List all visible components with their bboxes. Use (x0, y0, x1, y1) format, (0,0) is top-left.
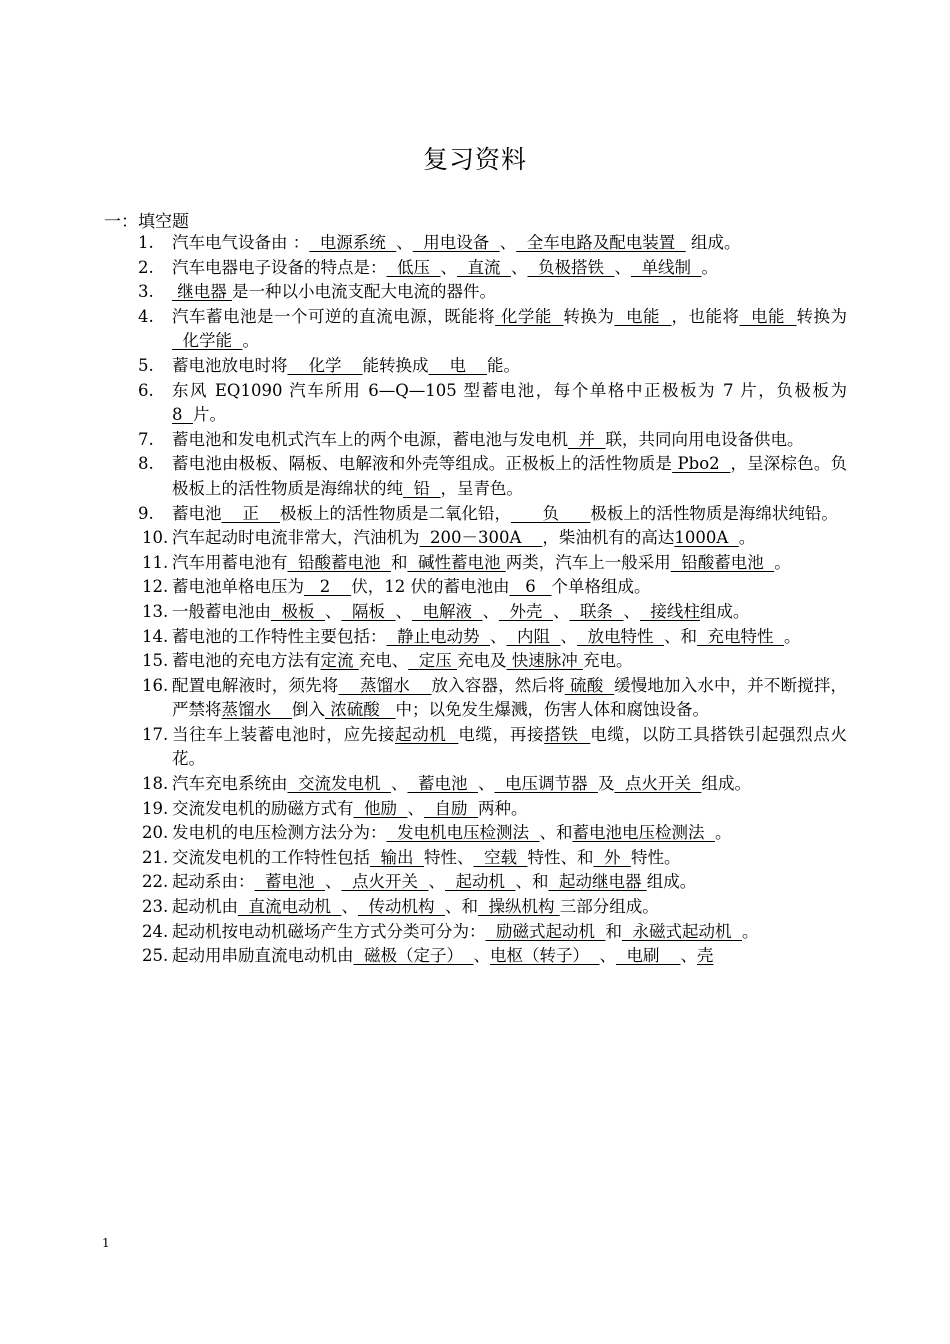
question-text: 电缆，以防工具搭铁引起强烈点火花。 (172, 724, 848, 769)
question-text: 汽车电气设备由 ： (172, 233, 310, 252)
answer-blank: 放电特性 (576, 626, 664, 646)
question-item (142, 649, 847, 674)
question-item (142, 625, 847, 650)
answer-blank: 快速脉冲 (506, 651, 583, 671)
answer-blank: 外壳 (498, 601, 553, 621)
question-text: 当往车上装蓄电池时，应先接 (172, 724, 396, 744)
question-number: 21. (142, 847, 169, 867)
question-item (138, 354, 847, 379)
answer-blank: 蓄电池 (254, 872, 325, 892)
question-text: 。 (242, 331, 259, 351)
question-text: 、 (599, 946, 616, 966)
question-number: 18. (142, 774, 169, 794)
question-text: 、 (395, 601, 412, 621)
question-item (138, 502, 847, 527)
question-text: 、 (614, 257, 631, 277)
question-number: 25. (142, 946, 169, 966)
question-text: 电缆，再接 (458, 724, 545, 744)
answer-blank: 并 (568, 429, 606, 449)
answer-blank: 用电设备 (412, 233, 500, 252)
answer-blank: Pbo2 (672, 454, 731, 474)
question-number: 13. (142, 601, 169, 621)
question-text: 。 (738, 528, 756, 548)
question-text: 和 (605, 921, 622, 941)
answer-blank: 全车电路及配电装置 (516, 233, 686, 252)
question-text: 、 (341, 897, 358, 917)
answer-blank: 铅 (403, 478, 441, 498)
question-text: 极板上的活性物质是二氧化铅， (279, 503, 511, 523)
question-number: 22. (142, 872, 169, 892)
question-text: 组成。 (701, 774, 751, 794)
answer-blank: 负 (510, 503, 591, 523)
answer-blank: 浓硫酸 (324, 700, 396, 720)
answer-blank: 壳 (696, 946, 714, 966)
question-text: 、 (477, 774, 495, 794)
question-text: 起动用串励直流电动机由 (172, 946, 354, 966)
question-item (142, 895, 847, 920)
answer-blank: 隔板 (341, 601, 396, 621)
answer-blank: 200－300A (419, 528, 543, 548)
question-text: 两类，汽车上一般采用 (505, 552, 671, 572)
answer-blank: 电能 (739, 306, 797, 326)
question-text: 特性、和 (527, 847, 594, 867)
question-text: 是一种以小电流支配大电流的器件。 (232, 282, 496, 302)
answer-blank: 直流 (456, 257, 511, 277)
answer-blank: 极板 (271, 601, 325, 621)
question-text: 蓄电池的工作特性主要包括： (172, 626, 387, 646)
question-text: 蓄电池由极板、隔板、电解液和外壳等组成。正极板上的活性物质是 (172, 454, 673, 474)
question-text: 、和 (663, 626, 697, 646)
question-text: 、 (560, 626, 577, 646)
question-text: 伏，12 伏的蓄电池由 (351, 577, 510, 597)
question-item (138, 231, 847, 256)
question-text: 和 (390, 552, 408, 572)
answer-blank: 蓄电池电压检测法 (572, 823, 715, 843)
question-text: 组成。 (699, 601, 750, 621)
answer-blank: 2 (304, 577, 352, 597)
question-number: 9. (138, 503, 154, 523)
question-text: 转换为 (796, 306, 848, 326)
answer-blank: 6 (509, 577, 552, 597)
question-text: 、 (396, 233, 413, 252)
answer-blank: 化学能 (495, 306, 564, 326)
answer-blank: 交流发电机 (287, 774, 391, 794)
question-item (142, 575, 847, 600)
question-item (142, 674, 848, 723)
question-text: 片。 (193, 405, 226, 425)
question-text: 一般蓄电池由 (172, 601, 271, 621)
answer-blank: 负极搭铁 (527, 257, 615, 277)
question-text: ，也能将 (671, 306, 740, 326)
answer-blank: 化学 (287, 355, 363, 375)
question-number: 19. (142, 798, 169, 818)
answer-blank: 电能 (614, 306, 672, 326)
question-text: 。 (701, 257, 718, 277)
answer-blank: 蒸馏水 (221, 700, 292, 720)
question-number: 5. (138, 355, 154, 375)
question-number: 14. (142, 626, 169, 646)
question-text: 充电、 (358, 651, 409, 671)
question-text: 、 (428, 872, 445, 892)
answer-blank: 碱性蓄电池 (407, 552, 506, 572)
question-item (142, 772, 847, 797)
question-item (138, 452, 847, 501)
question-text: 充电及 (457, 651, 507, 671)
question-text: 、 (552, 601, 570, 621)
question-item (142, 821, 847, 846)
question-text: 蓄电池单格电压为 (172, 577, 304, 597)
question-item (138, 256, 847, 281)
question-number: 2. (138, 257, 154, 277)
question-text: 、和 (539, 823, 573, 843)
question-number: 1. (138, 233, 154, 252)
question-text: 蓄电池和发电机式汽车上的两个电源，蓄电池与发电机 (172, 429, 568, 449)
question-text: 、 (482, 601, 499, 621)
question-text: 组成。 (646, 872, 697, 892)
answer-blank: 传动机构 (357, 897, 445, 917)
question-number: 7. (138, 429, 154, 449)
answer-blank: 静止电动势 (386, 626, 490, 646)
question-item (142, 920, 847, 945)
answer-blank: 发电机电压检测法 (386, 823, 540, 843)
question-number: 16. (142, 675, 169, 695)
question-text: 交流发电机的工作特性包括 (172, 847, 370, 867)
question-text: 组成。 (685, 233, 741, 252)
question-text: 中；以免发生爆溅，伤害人体和腐蚀设备。 (395, 700, 709, 720)
question-text: 、 (324, 601, 342, 621)
question-number: 17. (142, 724, 169, 744)
question-text: 蓄电池的充电方法有 (172, 651, 321, 671)
question-item (142, 846, 847, 871)
question-text: 汽车蓄电池是一个可逆的直流电源，既能将 (172, 306, 496, 326)
question-text: 充电。 (583, 651, 633, 671)
question-item (142, 551, 847, 576)
answer-blank: 接线柱 (639, 601, 700, 621)
answer-blank: 输出 (370, 847, 424, 867)
question-text: 、 (473, 946, 490, 966)
question-text: 、和 (515, 872, 549, 892)
question-text: 、 (623, 601, 640, 621)
question-text: 转换为 (563, 306, 615, 326)
question-number: 3. (138, 282, 154, 302)
question-item (142, 723, 848, 772)
question-text: 能转换成 (362, 355, 429, 375)
question-item (142, 870, 847, 895)
question-number: 15. (142, 651, 169, 671)
question-item (142, 526, 847, 551)
question-text: 、 (489, 626, 507, 646)
question-text: 三部分组成。 (559, 897, 659, 917)
answer-blank: 铅酸蓄电池 (670, 552, 775, 572)
answer-blank: 电压调节器 (494, 774, 598, 794)
answer-blank: 电解液 (411, 601, 483, 621)
page-title: 复习资料 (422, 145, 527, 174)
answer-blank: 他励 (353, 798, 408, 818)
question-text: 。 (774, 552, 791, 572)
question-number: 4. (138, 306, 154, 326)
question-text: 特性。 (630, 847, 681, 867)
answer-blank: 继电器 (172, 282, 232, 302)
question-number: 24. (142, 921, 169, 941)
answer-blank: 永磁式起动机 (621, 921, 742, 941)
answer-blank: 低压 (386, 257, 441, 277)
question-text: 、 (440, 257, 457, 277)
question-text: 个单格组成。 (551, 577, 651, 597)
question-text: 起动机按电动机磁场产生方式分类可分为： (172, 921, 486, 941)
question-text: 。 (783, 626, 801, 646)
answer-blank: 内阻 (506, 626, 561, 646)
answer-blank: 硫酸 (564, 675, 615, 695)
question-text: 起动系由： (172, 872, 255, 892)
section-heading: 一：填空题 (104, 212, 189, 232)
answer-blank: 直流电动机 (238, 897, 342, 917)
question-text: 、 (407, 798, 424, 818)
answer-blank: 蓄电池 (407, 774, 478, 794)
answer-blank: 1000A (674, 528, 739, 548)
question-item (142, 797, 847, 822)
answer-blank: 定压 (408, 651, 457, 671)
answer-blank: 电 (428, 355, 487, 375)
answer-blank: 自励 (423, 798, 478, 818)
question-item (142, 944, 847, 969)
question-number: 20. (142, 823, 169, 843)
answer-blank: 点火开关 (341, 872, 429, 892)
question-text: 蓄电池 (172, 503, 222, 523)
answer-blank: 励磁式起动机 (485, 921, 606, 941)
question-text: 汽车用蓄电池有 (172, 552, 288, 572)
page-number: 1 (102, 1236, 110, 1250)
question-text: 汽车起动时电流非常大，汽油机为 (172, 528, 420, 548)
answer-blank: 定流 (320, 651, 359, 671)
question-text: 蓄电池放电时将 (172, 355, 288, 375)
question-text: 东风 EQ1090 汽车所用 6—Q—105 型蓄电池，每个单格中正极板为 7 片，负极板为 (172, 380, 847, 400)
question-text: 、 (499, 233, 517, 252)
answer-blank: 化学能 (172, 331, 243, 351)
answer-blank: 点火开关 (614, 774, 702, 794)
question-text: 、 (510, 257, 528, 277)
answer-blank: 起动机 (395, 724, 459, 744)
answer-blank: 单线制 (630, 257, 702, 277)
question-text: 发电机的电压检测方法分为： (172, 823, 387, 843)
question-text: 及 (597, 774, 615, 794)
question-number: 10. (142, 528, 169, 548)
answer-blank: 电源系统 (309, 233, 397, 252)
answer-blank: 搭铁 (544, 724, 591, 744)
question-text: 特性、 (423, 847, 474, 867)
question-text: 。 (714, 823, 732, 843)
question-number: 23. (142, 897, 169, 917)
question-text: ，柴油机有的高达 (542, 528, 675, 548)
question-text: 放入容器，然后将 (431, 675, 565, 695)
question-text: 汽车充电系统由 (172, 774, 288, 794)
question-item (138, 379, 847, 428)
question-text: 极板上的活性物质是海绵状纯铅。 (590, 503, 838, 523)
question-text: 倒入 (291, 700, 325, 720)
answer-blank: 磁极（定子） (353, 946, 474, 966)
answer-blank: 操纵机构 (477, 897, 560, 917)
answer-blank: 空载 (473, 847, 528, 867)
question-text: 联，共同向用电设备供电。 (605, 429, 804, 449)
question-list (0, 231, 847, 969)
question-number: 12. (142, 577, 169, 597)
question-text: 配置电解液时，须先将 (172, 675, 339, 695)
answer-blank: 8 (172, 405, 193, 425)
answer-blank: 外 (593, 847, 631, 867)
answer-blank: 充电特性 (696, 626, 784, 646)
answer-blank: 电刷 (615, 946, 681, 966)
question-number: 8. (138, 454, 154, 474)
question-text: 起动机由 (172, 897, 238, 917)
answer-blank: 联条 (569, 601, 624, 621)
question-text: 交流发电机的励磁方式有 (172, 798, 354, 818)
answer-blank: 电枢（转子） (489, 946, 600, 966)
answer-blank: 起动继电器 (548, 872, 647, 892)
question-text: 缓慢地加入水中，并不断搅拌，严禁将 (172, 675, 848, 720)
question-text: 、和 (444, 897, 478, 917)
answer-blank: 铅酸蓄电池 (287, 552, 391, 572)
question-text: ，呈青色。 (440, 478, 523, 498)
question-item (138, 428, 847, 453)
answer-blank: 蒸馏水 (338, 675, 432, 695)
question-item (138, 305, 848, 354)
question-text: 两种。 (477, 798, 528, 818)
answer-blank: 起动机 (444, 872, 516, 892)
question-item (142, 600, 847, 625)
question-text: 、 (390, 774, 408, 794)
question-text: 。 (741, 921, 759, 941)
question-number: 11. (142, 552, 169, 572)
question-item (138, 280, 847, 305)
question-text: 、 (680, 946, 697, 966)
question-text: 汽车电器电子设备的特点是： (172, 257, 387, 277)
question-text: ，呈深棕色。负极板上的活性物质是海绵状的纯 (172, 454, 847, 498)
answer-blank: 正 (221, 503, 280, 523)
question-text: 、 (324, 872, 342, 892)
question-text: 能。 (486, 355, 520, 375)
question-number: 6. (138, 380, 154, 400)
